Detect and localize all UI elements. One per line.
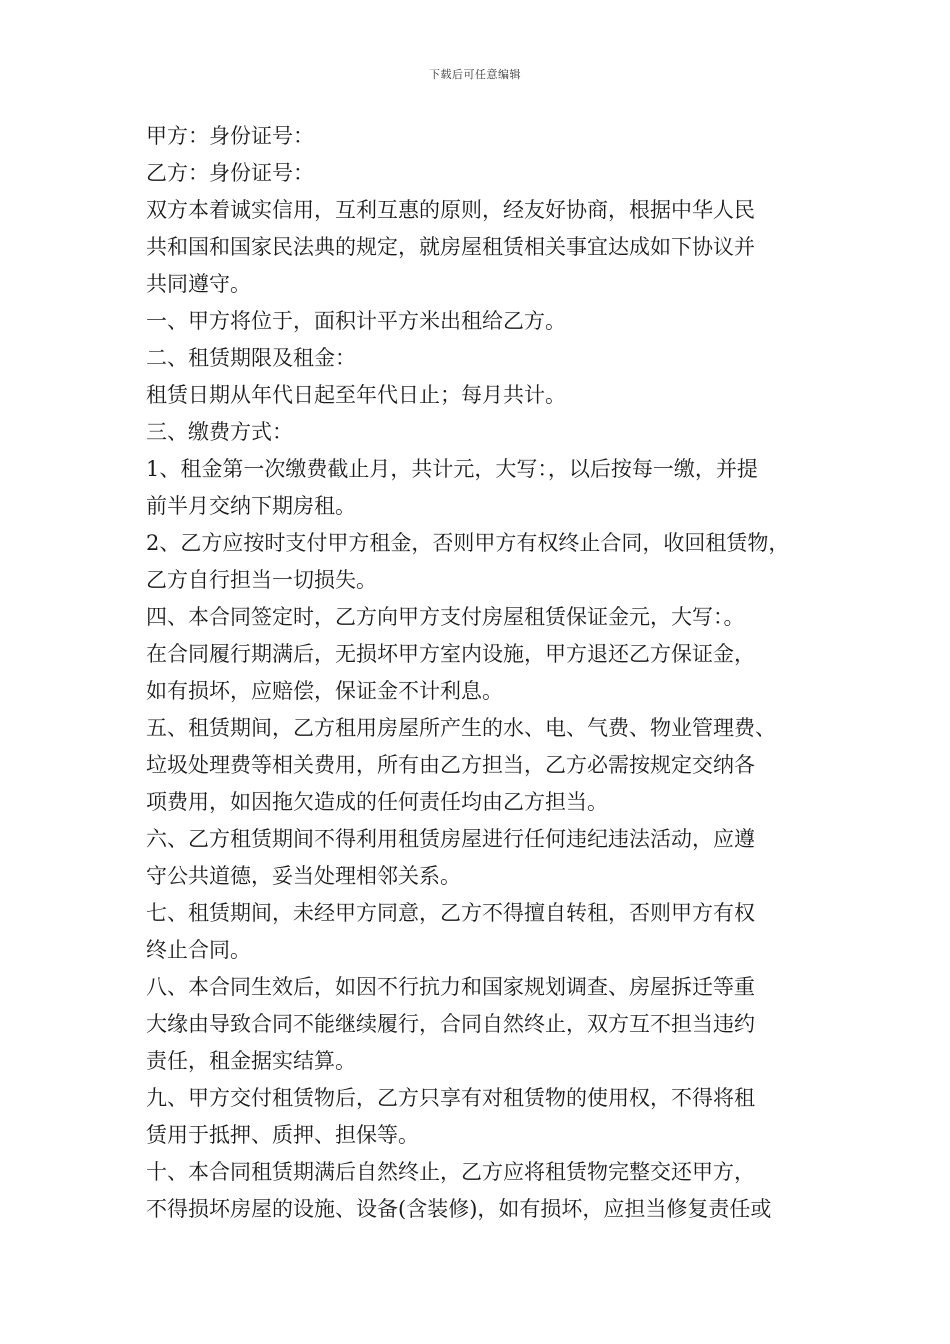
page-header-note: 下载后可任意编辑 (429, 68, 521, 81)
text-line: 守公共道德，妥当处理相邻关系。 (146, 864, 461, 888)
text-line: 乙方自行担当一切损失。 (146, 568, 377, 592)
text-line: 六、乙方租赁期间不得利用租赁房屋进行任何违纪违法活动，应遵 (146, 827, 755, 851)
text-line: 赁用于抵押、质押、担保等。 (146, 1123, 419, 1147)
text-line: 垃圾处理费等相关费用，所有由乙方担当，乙方必需按规定交纳各 (146, 753, 755, 777)
text-line: 三、缴费方式： (146, 420, 293, 444)
text-line: 双方本着诚实信用，互利互惠的原则，经友好协商，根据中华人民 (146, 198, 755, 222)
text-line: 2、乙方应按时支付甲方租金，否则甲方有权终止合同，收回租赁物， (146, 531, 790, 555)
text-line: 租赁日期从年代日起至年代日止；每月共计。 (146, 383, 566, 407)
text-line: 共同遵守。 (146, 272, 251, 296)
text-line: 1、租金第一次缴费截止月，共计元，大写：，以后按每一缴，并提 (146, 457, 758, 481)
text-line: 乙方：身份证号： (146, 161, 314, 185)
text-line: 终止合同。 (146, 938, 251, 962)
text-line: 前半月交纳下期房租。 (146, 494, 356, 518)
text-line: 七、租赁期间，未经甲方同意，乙方不得擅自转租，否则甲方有权 (146, 901, 755, 925)
text-line: 大缘由导致合同不能继续履行，合同自然终止，双方互不担当违约 (146, 1012, 755, 1036)
text-line: 五、租赁期间，乙方租用房屋所产生的水、电、气费、物业管理费、 (146, 716, 776, 740)
text-line: 一、甲方将位于，面积计平方米出租给乙方。 (146, 309, 566, 333)
text-line: 如有损坏，应赔偿，保证金不计利息。 (146, 679, 503, 703)
text-line: 共和国和国家民法典的规定，就房屋租赁相关事宜达成如下协议并 (146, 235, 755, 259)
text-line: 四、本合同签定时，乙方向甲方支付房屋租赁保证金元，大写：。 (146, 605, 745, 629)
text-line: 在合同履行期满后，无损坏甲方室内设施，甲方退还乙方保证金， (146, 642, 755, 666)
text-line: 项费用，如因拖欠造成的任何责任均由乙方担当。 (146, 790, 608, 814)
text-line: 甲方：身份证号： (146, 124, 314, 148)
text-line: 二、租赁期限及租金： (146, 346, 356, 370)
document-body (146, 118, 826, 1228)
text-line: 不得损坏房屋的设施、设备(含装修)，如有损坏，应担当修复责任或 (146, 1197, 772, 1221)
text-line: 九、甲方交付租赁物后，乙方只享有对租赁物的使用权，不得将租 (146, 1086, 755, 1110)
text-line: 责任，租金据实结算。 (146, 1049, 356, 1073)
text-line: 八、本合同生效后，如因不行抗力和国家规划调查、房屋拆迁等重 (146, 975, 755, 999)
text-line: 十、本合同租赁期满后自然终止，乙方应将租赁物完整交还甲方， (146, 1160, 755, 1184)
